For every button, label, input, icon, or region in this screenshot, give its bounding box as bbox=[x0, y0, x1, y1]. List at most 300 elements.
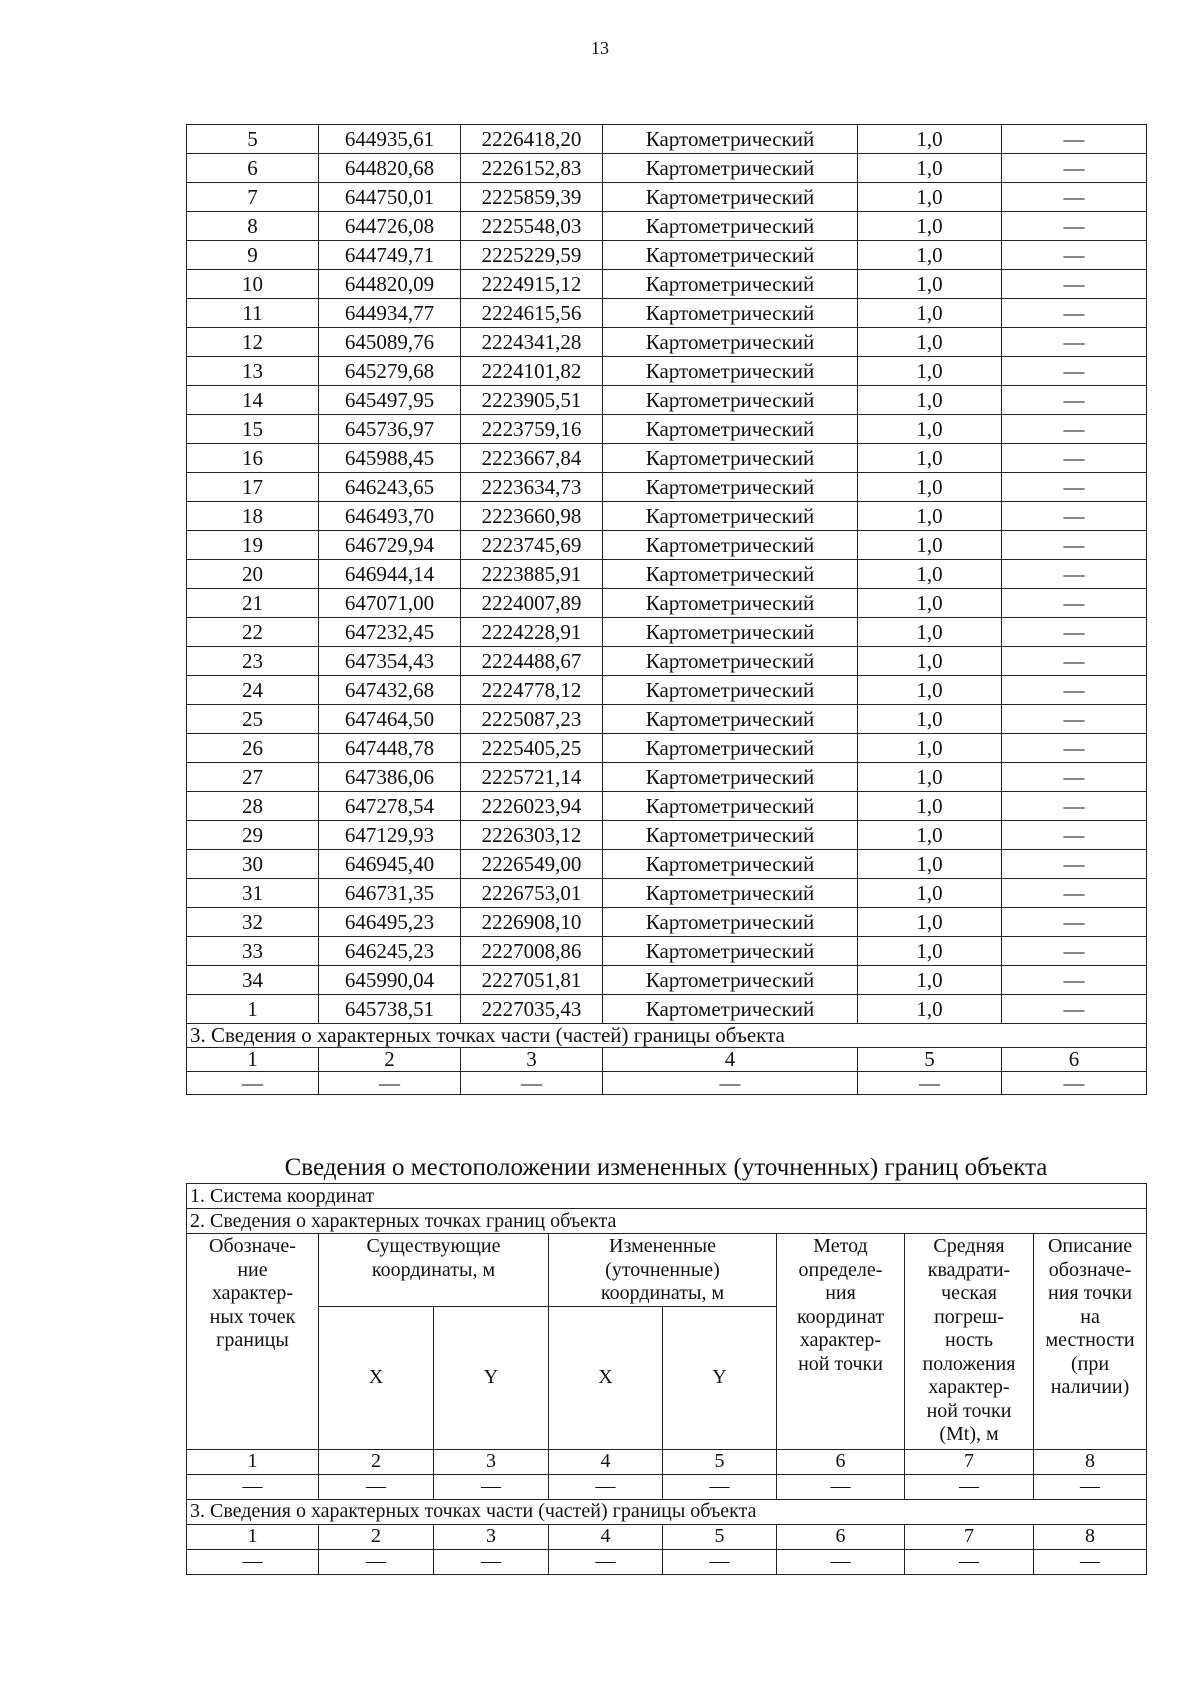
y-coord-cell: 2224101,82 bbox=[461, 357, 603, 386]
x-coord-cell: 647354,43 bbox=[319, 647, 461, 676]
y-coord-cell: 2225087,23 bbox=[461, 705, 603, 734]
method-cell: Картометрический bbox=[603, 734, 858, 763]
y-coord-cell: 2227008,86 bbox=[461, 937, 603, 966]
error-cell: 1,0 bbox=[858, 763, 1002, 792]
error-cell: 1,0 bbox=[858, 154, 1002, 183]
cell: 7 bbox=[905, 1449, 1034, 1474]
table-row bbox=[187, 502, 1147, 531]
x-coord-cell: 646731,35 bbox=[319, 879, 461, 908]
cell: 7 bbox=[905, 1524, 1034, 1549]
table-row bbox=[187, 241, 1147, 270]
point-number-cell: 17 bbox=[187, 473, 319, 502]
cell: 1 bbox=[187, 1449, 319, 1474]
x-coord-cell: 645988,45 bbox=[319, 444, 461, 473]
point-number-cell: 25 bbox=[187, 705, 319, 734]
description-cell: — bbox=[1002, 705, 1147, 734]
cell: — bbox=[905, 1549, 1034, 1574]
point-number-cell: 14 bbox=[187, 386, 319, 415]
point-number-cell: 10 bbox=[187, 270, 319, 299]
y-coord-cell: 2224488,67 bbox=[461, 647, 603, 676]
error-cell: 1,0 bbox=[858, 241, 1002, 270]
error-cell: 1,0 bbox=[858, 299, 1002, 328]
description-cell: — bbox=[1002, 357, 1147, 386]
point-number-cell: 20 bbox=[187, 560, 319, 589]
error-cell: 1,0 bbox=[858, 879, 1002, 908]
point-number-cell: 33 bbox=[187, 937, 319, 966]
method-cell: Картометрический bbox=[603, 560, 858, 589]
point-number-cell: 29 bbox=[187, 821, 319, 850]
x-coord-cell: 647232,45 bbox=[319, 618, 461, 647]
description-cell: — bbox=[1002, 879, 1147, 908]
x-coord-cell: 645736,97 bbox=[319, 415, 461, 444]
header-error bbox=[905, 1234, 1034, 1450]
description-cell: — bbox=[1002, 125, 1147, 154]
cell: 2 bbox=[319, 1449, 434, 1474]
table-row bbox=[187, 357, 1147, 386]
boundary-points-table bbox=[186, 124, 1147, 1095]
method-cell: Картометрический bbox=[603, 676, 858, 705]
x-coord-cell: 646945,40 bbox=[319, 850, 461, 879]
y-coord-cell: 2224341,28 bbox=[461, 328, 603, 357]
point-number-cell: 8 bbox=[187, 212, 319, 241]
y-coord-cell: 2225548,03 bbox=[461, 212, 603, 241]
table-row bbox=[187, 270, 1147, 299]
table-row bbox=[187, 879, 1147, 908]
error-cell: 1,0 bbox=[858, 821, 1002, 850]
point-number-cell: 32 bbox=[187, 908, 319, 937]
description-cell: — bbox=[1002, 560, 1147, 589]
cell: — bbox=[319, 1072, 461, 1095]
header-line: Обозначе- bbox=[209, 1235, 296, 1257]
point-number-cell: 1 bbox=[187, 995, 319, 1024]
x-coord-cell: 647448,78 bbox=[319, 734, 461, 763]
description-cell: — bbox=[1002, 763, 1147, 792]
y-coord-cell: 2224615,56 bbox=[461, 299, 603, 328]
method-cell: Картометрический bbox=[603, 995, 858, 1024]
x-coord-cell: 647129,93 bbox=[319, 821, 461, 850]
description-cell: — bbox=[1002, 270, 1147, 299]
error-cell: 1,0 bbox=[858, 937, 1002, 966]
section3-title: 3. Сведения о характерных точках части (частей) границы объекта bbox=[187, 1024, 1147, 1048]
header-line: ной точки bbox=[798, 1352, 883, 1375]
x-coord-cell: 646729,94 bbox=[319, 531, 461, 560]
point-number-cell: 21 bbox=[187, 589, 319, 618]
header-line: наличии) bbox=[1050, 1376, 1130, 1398]
point-number-cell: 31 bbox=[187, 879, 319, 908]
header-existing-coords bbox=[319, 1234, 549, 1307]
point-number-cell: 11 bbox=[187, 299, 319, 328]
error-cell: 1,0 bbox=[858, 618, 1002, 647]
cell: — bbox=[187, 1549, 319, 1574]
table-row bbox=[187, 792, 1147, 821]
description-cell: — bbox=[1002, 937, 1147, 966]
x-coord-cell: 645738,51 bbox=[319, 995, 461, 1024]
point-number-cell: 12 bbox=[187, 328, 319, 357]
point-number-cell: 15 bbox=[187, 415, 319, 444]
point-number-cell: 9 bbox=[187, 241, 319, 270]
cell: 3 bbox=[461, 1048, 603, 1072]
error-cell: 1,0 bbox=[858, 647, 1002, 676]
method-cell: Картометрический bbox=[603, 763, 858, 792]
cell: — bbox=[663, 1549, 777, 1574]
header-line: (при bbox=[1070, 1352, 1110, 1375]
header-line: Существующие bbox=[366, 1235, 501, 1257]
header-line: Средняя bbox=[933, 1235, 1005, 1257]
x-coord-cell: 645990,04 bbox=[319, 966, 461, 995]
table-row bbox=[187, 183, 1147, 212]
method-cell: Картометрический bbox=[603, 241, 858, 270]
column-number-row bbox=[187, 1449, 1147, 1474]
method-cell: Картометрический bbox=[603, 908, 858, 937]
point-number-cell: 23 bbox=[187, 647, 319, 676]
header-line: обозначе- bbox=[1048, 1258, 1132, 1281]
method-cell: Картометрический bbox=[603, 444, 858, 473]
error-cell: 1,0 bbox=[858, 908, 1002, 937]
error-cell: 1,0 bbox=[858, 676, 1002, 705]
description-cell: — bbox=[1002, 444, 1147, 473]
x-coord-cell: 646245,23 bbox=[319, 937, 461, 966]
error-cell: 1,0 bbox=[858, 386, 1002, 415]
method-cell: Картометрический bbox=[603, 125, 858, 154]
table-row bbox=[187, 415, 1147, 444]
y-coord-cell: 2223905,51 bbox=[461, 386, 603, 415]
cell: — bbox=[1002, 1072, 1147, 1095]
cell: — bbox=[319, 1549, 434, 1574]
table-row bbox=[187, 705, 1147, 734]
cell: — bbox=[603, 1072, 858, 1095]
description-cell: — bbox=[1002, 415, 1147, 444]
header-line: границы bbox=[216, 1329, 289, 1351]
dash-row bbox=[187, 1474, 1147, 1499]
cell: 1 bbox=[187, 1524, 319, 1549]
error-cell: 1,0 bbox=[858, 270, 1002, 299]
x-coord-cell: 647432,68 bbox=[319, 676, 461, 705]
method-cell: Картометрический bbox=[603, 212, 858, 241]
error-cell: 1,0 bbox=[858, 502, 1002, 531]
error-cell: 1,0 bbox=[858, 328, 1002, 357]
point-number-cell: 22 bbox=[187, 618, 319, 647]
cell: — bbox=[461, 1072, 603, 1095]
error-cell: 1,0 bbox=[858, 589, 1002, 618]
point-number-cell: 16 bbox=[187, 444, 319, 473]
error-cell: 1,0 bbox=[858, 966, 1002, 995]
point-number-cell: 6 bbox=[187, 154, 319, 183]
error-cell: 1,0 bbox=[858, 560, 1002, 589]
y-coord-cell: 2223885,91 bbox=[461, 560, 603, 589]
y-coord-cell: 2225859,39 bbox=[461, 183, 603, 212]
y-coord-cell: 2225721,14 bbox=[461, 763, 603, 792]
x-coord-cell: 647278,54 bbox=[319, 792, 461, 821]
cell: — bbox=[905, 1474, 1034, 1499]
cell: 2 bbox=[319, 1048, 461, 1072]
y-coord-cell: 2224007,89 bbox=[461, 589, 603, 618]
description-cell: — bbox=[1002, 821, 1147, 850]
description-cell: — bbox=[1002, 154, 1147, 183]
cell: 3 bbox=[434, 1524, 549, 1549]
header-line: местности bbox=[1045, 1329, 1135, 1351]
part-section-label: 3. Сведения о характерных точках части (частей) границы объекта bbox=[187, 1499, 1147, 1524]
table-row bbox=[187, 212, 1147, 241]
cell: 5 bbox=[858, 1048, 1002, 1072]
x-coord-cell: 644935,61 bbox=[319, 125, 461, 154]
cell: — bbox=[434, 1549, 549, 1574]
table-row bbox=[187, 125, 1147, 154]
method-cell: Картометрический bbox=[603, 415, 858, 444]
method-cell: Картометрический bbox=[603, 850, 858, 879]
table-row bbox=[187, 328, 1147, 357]
cell: — bbox=[777, 1549, 905, 1574]
y-coord-cell: 2226303,12 bbox=[461, 821, 603, 850]
error-cell: 1,0 bbox=[858, 531, 1002, 560]
cell: — bbox=[187, 1072, 319, 1095]
description-cell: — bbox=[1002, 647, 1147, 676]
point-number-cell: 34 bbox=[187, 966, 319, 995]
table-row bbox=[187, 560, 1147, 589]
coord-system-label: 1. Система координат bbox=[187, 1184, 1147, 1209]
method-cell: Картометрический bbox=[603, 183, 858, 212]
y-coord-cell: 2226152,83 bbox=[461, 154, 603, 183]
cell: — bbox=[858, 1072, 1002, 1095]
y-coord-cell: 2226549,00 bbox=[461, 850, 603, 879]
header-existing-x: X bbox=[319, 1306, 434, 1449]
header-line: ния точки bbox=[1048, 1282, 1133, 1304]
table-row bbox=[187, 850, 1147, 879]
y-coord-cell: 2224228,91 bbox=[461, 618, 603, 647]
header-line: на bbox=[1080, 1305, 1100, 1328]
method-cell: Картометрический bbox=[603, 357, 858, 386]
description-cell: — bbox=[1002, 502, 1147, 531]
cell: 6 bbox=[777, 1449, 905, 1474]
method-cell: Картометрический bbox=[603, 937, 858, 966]
header-line: положения bbox=[922, 1352, 1016, 1375]
cell: — bbox=[1034, 1549, 1147, 1574]
description-cell: — bbox=[1002, 328, 1147, 357]
header-line: координат bbox=[796, 1305, 885, 1328]
header-changed-y: Y bbox=[663, 1306, 777, 1449]
header-changed-x: X bbox=[549, 1306, 663, 1449]
y-coord-cell: 2223745,69 bbox=[461, 531, 603, 560]
cell: 6 bbox=[777, 1524, 905, 1549]
page-number: 13 bbox=[591, 38, 609, 58]
description-cell: — bbox=[1002, 995, 1147, 1024]
header-line: ние bbox=[237, 1258, 268, 1281]
header-line: характер- bbox=[799, 1329, 882, 1351]
cell: — bbox=[777, 1474, 905, 1499]
section3-header-row bbox=[187, 1048, 1147, 1072]
header-line: (уточненные) bbox=[605, 1258, 720, 1281]
x-coord-cell: 644820,09 bbox=[319, 270, 461, 299]
header-line: ческая bbox=[941, 1282, 997, 1304]
x-coord-cell: 644726,08 bbox=[319, 212, 461, 241]
cell: — bbox=[549, 1474, 663, 1499]
y-coord-cell: 2224778,12 bbox=[461, 676, 603, 705]
description-cell: — bbox=[1002, 386, 1147, 415]
error-cell: 1,0 bbox=[858, 792, 1002, 821]
table-row bbox=[187, 618, 1147, 647]
table-row bbox=[187, 676, 1147, 705]
description-cell: — bbox=[1002, 299, 1147, 328]
method-cell: Картометрический bbox=[603, 821, 858, 850]
header-line: Измененные bbox=[609, 1235, 716, 1257]
method-cell: Картометрический bbox=[603, 792, 858, 821]
header-line: ных точек bbox=[209, 1305, 296, 1328]
description-cell: — bbox=[1002, 212, 1147, 241]
header-line: координаты, м bbox=[600, 1282, 725, 1304]
table-row bbox=[187, 995, 1147, 1024]
y-coord-cell: 2223759,16 bbox=[461, 415, 603, 444]
cell: 2 bbox=[319, 1524, 434, 1549]
cell: 6 bbox=[1002, 1048, 1147, 1072]
error-cell: 1,0 bbox=[858, 415, 1002, 444]
method-cell: Картометрический bbox=[603, 328, 858, 357]
cell: — bbox=[1034, 1474, 1147, 1499]
point-number-cell: 26 bbox=[187, 734, 319, 763]
table-row bbox=[187, 473, 1147, 502]
error-cell: 1,0 bbox=[858, 705, 1002, 734]
description-cell: — bbox=[1002, 966, 1147, 995]
cell: — bbox=[663, 1474, 777, 1499]
method-cell: Картометрический bbox=[603, 618, 858, 647]
x-coord-cell: 646495,23 bbox=[319, 908, 461, 937]
cell: — bbox=[549, 1549, 663, 1574]
description-cell: — bbox=[1002, 589, 1147, 618]
changed-boundaries-table bbox=[186, 1183, 1147, 1575]
method-cell: Картометрический bbox=[603, 647, 858, 676]
table-row bbox=[187, 154, 1147, 183]
x-coord-cell: 647386,06 bbox=[319, 763, 461, 792]
x-coord-cell: 646944,14 bbox=[319, 560, 461, 589]
header-line: погреш- bbox=[934, 1305, 1004, 1328]
cell: 1 bbox=[187, 1048, 319, 1072]
cell: 3 bbox=[434, 1449, 549, 1474]
y-coord-cell: 2226753,01 bbox=[461, 879, 603, 908]
point-number-cell: 19 bbox=[187, 531, 319, 560]
description-cell: — bbox=[1002, 792, 1147, 821]
error-cell: 1,0 bbox=[858, 734, 1002, 763]
section3-dash-row bbox=[187, 1072, 1147, 1095]
x-coord-cell: 647464,50 bbox=[319, 705, 461, 734]
section-title: Сведения о местоположении измененных (уточненных) границ объекта bbox=[284, 1154, 1048, 1181]
point-number-cell: 18 bbox=[187, 502, 319, 531]
y-coord-cell: 2226023,94 bbox=[461, 792, 603, 821]
table-row bbox=[187, 763, 1147, 792]
description-cell: — bbox=[1002, 908, 1147, 937]
method-cell: Картометрический bbox=[603, 705, 858, 734]
header-line: (Mt), м bbox=[939, 1423, 999, 1445]
cell: — bbox=[434, 1474, 549, 1499]
method-cell: Картометрический bbox=[603, 502, 858, 531]
table-row bbox=[187, 734, 1147, 763]
y-coord-cell: 2225405,25 bbox=[461, 734, 603, 763]
header-description bbox=[1034, 1234, 1147, 1450]
x-coord-cell: 645089,76 bbox=[319, 328, 461, 357]
cell: — bbox=[319, 1474, 434, 1499]
y-coord-cell: 2227051,81 bbox=[461, 966, 603, 995]
y-coord-cell: 2227035,43 bbox=[461, 995, 603, 1024]
point-number-cell: 27 bbox=[187, 763, 319, 792]
y-coord-cell: 2226418,20 bbox=[461, 125, 603, 154]
table-row bbox=[187, 966, 1147, 995]
method-cell: Картометрический bbox=[603, 589, 858, 618]
error-cell: 1,0 bbox=[858, 444, 1002, 473]
method-cell: Картометрический bbox=[603, 879, 858, 908]
description-cell: — bbox=[1002, 850, 1147, 879]
error-cell: 1,0 bbox=[858, 212, 1002, 241]
point-number-cell: 28 bbox=[187, 792, 319, 821]
table-row bbox=[187, 589, 1147, 618]
table-row bbox=[187, 937, 1147, 966]
method-cell: Картометрический bbox=[603, 473, 858, 502]
cell: 4 bbox=[603, 1048, 858, 1072]
header-line: ния bbox=[825, 1282, 856, 1304]
point-number-cell: 30 bbox=[187, 850, 319, 879]
x-coord-cell: 644820,68 bbox=[319, 154, 461, 183]
cell: 5 bbox=[663, 1449, 777, 1474]
error-cell: 1,0 bbox=[858, 850, 1002, 879]
table-row bbox=[187, 531, 1147, 560]
method-cell: Картометрический bbox=[603, 154, 858, 183]
table-row bbox=[187, 444, 1147, 473]
method-cell: Картометрический bbox=[603, 299, 858, 328]
header-line: определе- bbox=[798, 1258, 883, 1281]
header-line: Описание bbox=[1047, 1235, 1133, 1257]
header-existing-y: Y bbox=[434, 1306, 549, 1449]
y-coord-cell: 2226908,10 bbox=[461, 908, 603, 937]
point-number-cell: 5 bbox=[187, 125, 319, 154]
error-cell: 1,0 bbox=[858, 473, 1002, 502]
x-coord-cell: 647071,00 bbox=[319, 589, 461, 618]
y-coord-cell: 2225229,59 bbox=[461, 241, 603, 270]
error-cell: 1,0 bbox=[858, 125, 1002, 154]
error-cell: 1,0 bbox=[858, 995, 1002, 1024]
y-coord-cell: 2224915,12 bbox=[461, 270, 603, 299]
cell: 4 bbox=[549, 1449, 663, 1474]
part-column-number-row bbox=[187, 1524, 1147, 1549]
cell: — bbox=[187, 1474, 319, 1499]
description-cell: — bbox=[1002, 531, 1147, 560]
x-coord-cell: 646243,65 bbox=[319, 473, 461, 502]
method-cell: Картометрический bbox=[603, 531, 858, 560]
header-line: характер- bbox=[928, 1376, 1010, 1398]
header-line: ной точки bbox=[926, 1399, 1012, 1422]
header-designation bbox=[187, 1234, 319, 1450]
table-row bbox=[187, 908, 1147, 937]
description-cell: — bbox=[1002, 618, 1147, 647]
method-cell: Картометрический bbox=[603, 386, 858, 415]
points-section-label: 2. Сведения о характерных точках границ объекта bbox=[187, 1209, 1147, 1234]
table-row bbox=[187, 647, 1147, 676]
x-coord-cell: 645279,68 bbox=[319, 357, 461, 386]
method-cell: Картометрический bbox=[603, 270, 858, 299]
x-coord-cell: 645497,95 bbox=[319, 386, 461, 415]
x-coord-cell: 646493,70 bbox=[319, 502, 461, 531]
point-number-cell: 7 bbox=[187, 183, 319, 212]
table-row bbox=[187, 821, 1147, 850]
cell: 5 bbox=[663, 1524, 777, 1549]
description-cell: — bbox=[1002, 734, 1147, 763]
header-line: ность bbox=[945, 1329, 993, 1351]
error-cell: 1,0 bbox=[858, 357, 1002, 386]
description-cell: — bbox=[1002, 676, 1147, 705]
table-row bbox=[187, 299, 1147, 328]
table-row bbox=[187, 386, 1147, 415]
y-coord-cell: 2223634,73 bbox=[461, 473, 603, 502]
cell: 8 bbox=[1034, 1449, 1147, 1474]
header-line: характер- bbox=[211, 1282, 294, 1304]
x-coord-cell: 644749,71 bbox=[319, 241, 461, 270]
header-changed-coords bbox=[549, 1234, 777, 1307]
point-number-cell: 13 bbox=[187, 357, 319, 386]
